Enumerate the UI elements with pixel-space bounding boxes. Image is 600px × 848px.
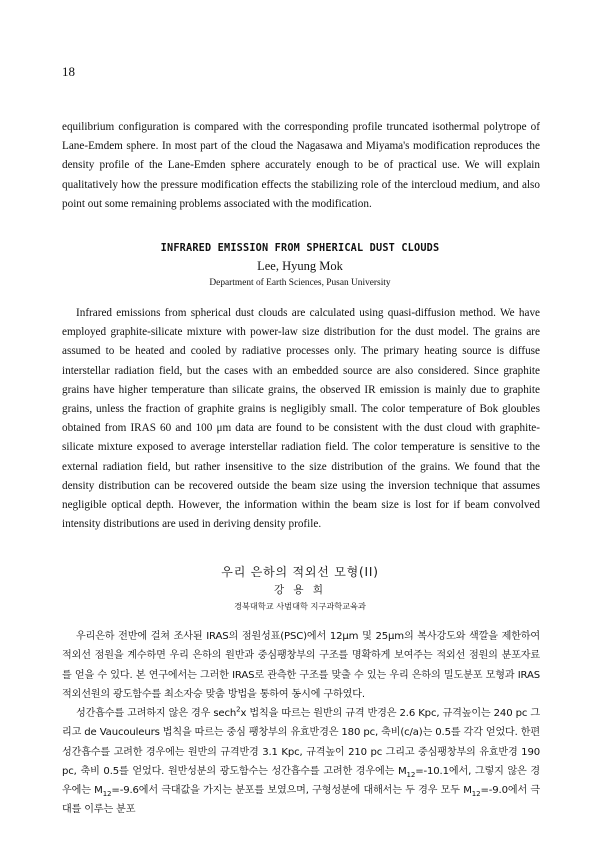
p2-text-d: =-9.6에서 극대값을 가지는 분포를 보였으며, 구형성분에 대해서는 두 경우 모두 M: [111, 785, 472, 797]
p2-sub-3: 12: [471, 789, 481, 799]
article-2-paragraph-1: 우리은하 전반에 걸쳐 조사된 IRAS의 점원성표(PSC)에서 12μm 및 25μm의 복사강도와 색깔을 제한하여 적외선 점원을 계수하면 우리 은하의 원반과 중심팽창부의 구조를 명확하게 보여주는 적외선 점원의 분포자료를 얻을 수 있다. 본 연구에서는 그러한 IRAS로 관측한 구조를 맞출 수 있는 우리 은하의 밀도분포 모형과 IRAS 적외선원의 광도함수를 최소자승 맞춤 방법을 통하여 동시에 구하였다.: [62, 631, 540, 700]
p2-sub-2: 12: [102, 789, 112, 799]
p2-sup: 2: [236, 704, 241, 714]
p2-text-b: x 법칙을 따르는 원반의 규격 반경은 2.6 Kpc, 규격높이는 240 pc 그리고 de Vaucouleurs 법칙을 따르는 중심 팽창부의 유효반경은 180 pc, 축비(c/a)는 0.5를 각각 얻었다. 한편 성간흡수를 고려한 경우에는 원반의 규격반경 3.1 Kpc, 규격높이 210 pc 그리고 중심팽창부의 유효반경 190 pc, 축비 0.5를 얻었다. 원반성분의 광도함수는 성간흡수를 고려한 경우에는 M: [62, 708, 540, 777]
p2-text-a: 성간흡수를 고려하지 않은 경우 sech: [76, 708, 237, 719]
intro-paragraph: equilibrium configuration is compared with the corresponding profile truncated isothermal polytrope of Lane-Emdem sphere. In most part of the cloud the Nagasawa and Miyama's modification reproduces the density profile of the Lane-Emden sphere accurately enough to be of practical use. We will explain qualitatively how the pressure modification effects the stabilizing role of the intercloud medium, and also point out some remaining problems associated with the modification.: [62, 121, 540, 210]
article-2-paragraph-2: [62, 704, 540, 820]
article-1-affiliation: Department of Earth Sciences, Pusan University: [209, 278, 391, 288]
page-number: 18: [62, 64, 75, 79]
article-1-abstract: Infrared emissions from spherical dust clouds are calculated using quasi-diffusion method. We have employed graphite-silicate mixture with power-law size distribution for the dust model. The grains are assumed to be heated and cooled by radiative processes only. The primary heating source is diffuse interstellar radiation field, but the cases with an embedded source are also considered. Since graphite grains have higher temperature than silicate grains, the observed IR emission is mainly due to graphite grains, unless the fraction of graphite grains is negligibly small. The color temperature of Bok gloubles obtained from IRAS 60 and 100 μm data are found to be consistent with the dust cloud with graphite-silicate mixture exposed to average interstellar radiation field. The color temperature is sensitive to the external radiation field, but rather insensitive to the size distribution of the grains. We found that the density distribution can be recovered outside the beam size using the inversion technique that assumes negligible optical depth. However, the information within the beam size is lost for if beam convolved intensity distributions are used in deriving density profile.: [62, 307, 540, 531]
p2-text-c: =-10.1에서, 그렇지 않은 경우에는 M: [62, 765, 540, 797]
p2-sub-1: 12: [406, 769, 416, 779]
article-1-author: Lee, Hyung Mok: [257, 259, 343, 273]
p2-text-e: =-9.0에서 극대를 이루는 분포: [62, 785, 541, 816]
article-2-author: 강 용 희: [273, 584, 327, 596]
article-2-affiliation: 경북대학교 사범대학 지구과학교육과: [234, 601, 366, 611]
article-2-title: 우리 은하의 적외선 모형(II): [221, 565, 379, 579]
article-1-title: INFRARED EMISSION FROM SPHERICAL DUST CLOUDS: [160, 243, 440, 254]
